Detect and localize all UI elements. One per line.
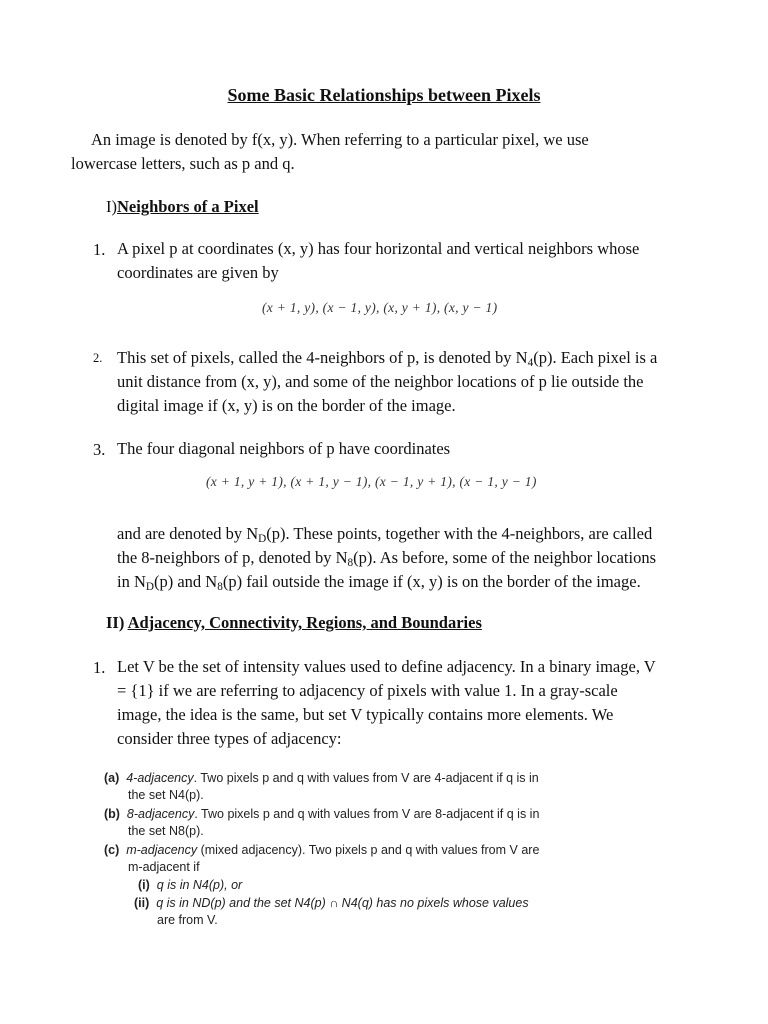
item-1-line-2: coordinates are given by [117, 263, 279, 282]
item-3-cont-2b: (p). As before, some of the neighbor locations [353, 548, 656, 567]
adjacency-a-term: 4-adjacency [126, 771, 194, 785]
adjacency-c-i-label: (i) [138, 878, 150, 892]
item-3-cont-1a: and are denoted by N [117, 524, 259, 543]
item-2-subscript: 4 [527, 356, 534, 369]
adjacency-c-ii-line-2: are from V. [157, 913, 218, 927]
adjacency-b-line-1 [104, 807, 539, 821]
adjacency-c-label: (c) [104, 843, 120, 857]
adjacency-a-text: . Two pixels p and q with values from V are 4-adjacent if q is in [193, 771, 539, 785]
adjacency-b-line-2: the set N8(p). [128, 824, 204, 838]
item-3-cont-3c: (p) fail outside the image if (x, y) is on the border of the image. [222, 572, 641, 591]
section-2-item-1-line-4: consider three types of adjacency: [117, 729, 342, 748]
section-2-title: Adjacency, Connectivity, Regions, and Boundaries [127, 613, 482, 632]
item-3-cont-3-sub1: D [145, 580, 154, 593]
item-3-cont-2-sub: 8 [347, 556, 354, 569]
section-2-heading [106, 613, 482, 633]
adjacency-c-ii-label: (ii) [134, 896, 150, 910]
item-3-cont-1-sub: D [258, 532, 267, 545]
section-2-item-1-number: 1. [93, 658, 106, 677]
item-3-number: 3. [93, 440, 106, 459]
item-2-line-3: digital image if (x, y) is on the border of the image. [117, 396, 456, 415]
adjacency-c-line-1 [104, 843, 539, 857]
item-3-cont-3a: in N [117, 572, 146, 591]
section-1-heading [106, 197, 259, 217]
intro-line-1: An image is denoted by f(x, y). When referring to a particular pixel, we use [91, 130, 589, 149]
item-3-cont-1b: (p). These points, together with the 4-neighbors, are called [266, 524, 653, 543]
adjacency-a-label: (a) [104, 771, 120, 785]
adjacency-definitions-excerpt [104, 764, 564, 934]
adjacency-b-text: . Two pixels p and q with values from V are 8-adjacent if q is in [194, 807, 540, 821]
adjacency-c-line-2: m-adjacent if [128, 860, 200, 874]
adjacency-c-i-text: q is in N4(p), or [156, 878, 243, 892]
adjacency-c-ii-text: q is in ND(p) and the set N4(p) ∩ N4(q) has no pixels whose values [156, 896, 529, 910]
item-2-line-1 [117, 346, 657, 370]
adjacency-b-label: (b) [104, 807, 120, 821]
adjacency-a-line-1 [104, 771, 539, 785]
adjacency-c-term: m-adjacency [126, 843, 198, 857]
page-title: Some Basic Relationships between Pixels [227, 85, 541, 105]
section-2-item-1-line-1: Let V be the set of intensity values used to define adjacency. In a binary image, V [117, 657, 656, 676]
adjacency-c-ii [134, 896, 529, 910]
item-3-cont-3-sub2: 8 [217, 580, 223, 593]
item-2-line-2: unit distance from (x, y), and some of the neighbor locations of p lie outside the [117, 372, 644, 391]
item-3-cont-3b: (p) and N [153, 572, 218, 591]
item-2-number: 2. [93, 351, 103, 365]
adjacency-c-i [138, 878, 242, 892]
section-2-item-1-line-2: = {1} if we are referring to adjacency of pixels with value 1. In a gray-scale [117, 681, 618, 700]
item-3-cont-line-1 [117, 522, 652, 546]
item-1-number: 1. [93, 240, 106, 259]
formula-4-neighbors: (x + 1, y), (x − 1, y), (x, y + 1), (x, y − 1) [262, 300, 498, 315]
section-2-prefix: II) [106, 613, 125, 632]
item-2-text-a: This set of pixels, called the 4-neighbors of p, is denoted by N [117, 348, 528, 367]
item-3-cont-line-2 [117, 546, 656, 570]
intro-line-2: lowercase letters, such as p and q. [71, 154, 295, 173]
item-3-cont-line-3 [117, 570, 641, 594]
adjacency-b-term: 8-adjacency [126, 807, 195, 821]
formula-diagonal-neighbors: (x + 1, y + 1), (x + 1, y − 1), (x − 1, y + 1), (x − 1, y − 1) [206, 474, 537, 489]
adjacency-a-line-2: the set N4(p). [128, 788, 204, 802]
section-1-title: Neighbors of a Pixel [117, 197, 259, 216]
item-3-cont-2a: the 8-neighbors of p, denoted by N [117, 548, 348, 567]
section-2-item-1-line-3: image, the idea is the same, but set V typically contains more elements. We [117, 705, 614, 724]
item-1-line-1: A pixel p at coordinates (x, y) has four horizontal and vertical neighbors whose [117, 239, 640, 258]
section-1-prefix: I) [106, 197, 117, 216]
item-3-line-1: The four diagonal neighbors of p have coordinates [117, 439, 451, 458]
adjacency-c-text: (mixed adjacency). Two pixels p and q with values from V are [197, 843, 540, 857]
item-2-text-b: (p). Each pixel is a [533, 348, 658, 367]
